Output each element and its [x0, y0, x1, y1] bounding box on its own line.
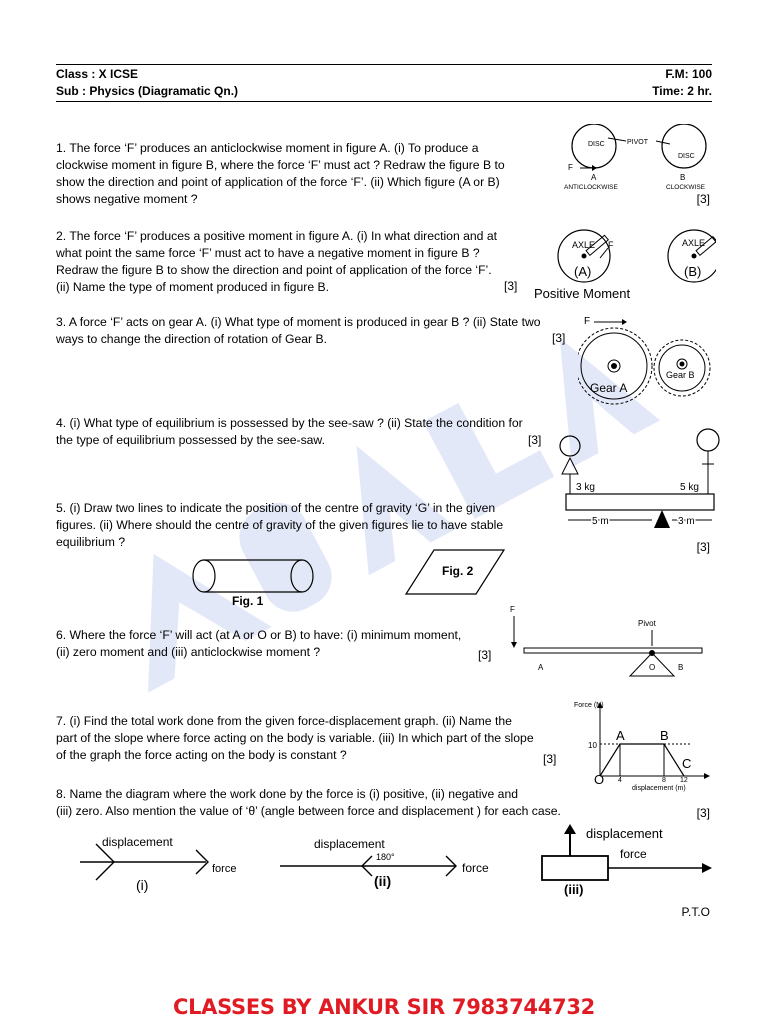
graph-x-tick: 8 [662, 777, 666, 784]
q6-point-b: B [678, 663, 684, 672]
q1-marks: [3] [696, 192, 710, 206]
header-bottom-rule [56, 101, 712, 102]
pto-label: P.T.O [681, 905, 710, 919]
diagram-ii-angle: 180° [376, 852, 395, 862]
q5-line: equilibrium ? [56, 535, 126, 549]
fig-2-label: Fig. 2 [442, 564, 474, 578]
time-label: Time: 2 hr. [652, 84, 712, 98]
diagram-i-force: force [212, 863, 237, 875]
q5-line: 5. (i) Draw two lines to indicate the position of the centre of gravity ‘G’ in the given [56, 501, 496, 515]
q3-line: ways to change the direction of rotation of Gear B. [56, 332, 327, 346]
gear-a-label: Gear A [590, 381, 628, 395]
question-5 [56, 500, 546, 551]
diagram-i-label: (i) [136, 877, 149, 893]
q8-line: (iii) zero. Also mention the value of ‘θ’ (angle between force and displacement ) for each case. [56, 804, 561, 818]
positive-moment-text: Positive Moment [534, 286, 631, 301]
q4-line: 4. (i) What type of equilibrium is possessed by the see-saw ? (ii) State the condition for [56, 416, 523, 430]
q6-lever-figure [506, 604, 706, 678]
q1-line: 1. The force ‘F’ produces an anticlockwise moment in figure A. (i) To produce a [56, 141, 479, 155]
q6-marks: [3] [478, 648, 492, 662]
graph-point-b: B [660, 728, 669, 743]
subject-label: Sub : Physics (Diagramatic Qn.) [56, 84, 239, 98]
q3-line: 3. A force ‘F’ acts on gear A. (i) What type of moment is produced in gear B ? (ii) State two [56, 315, 541, 329]
graph-point-o: O [594, 772, 605, 787]
q6-line: (ii) zero moment and (iii) anticlockwise moment ? [56, 645, 321, 659]
q4-seesaw-figure [556, 426, 720, 538]
axle-b-label: AXLE [682, 238, 706, 248]
diagram-ii-displacement: displacement [314, 837, 385, 851]
disc-b-label: DISC [678, 153, 695, 160]
q5-marks: [3] [696, 540, 710, 554]
q7-line: part of the slope where force acting on the body is variable. (iii) In which part of the slope [56, 731, 534, 745]
clockwise-label: CLOCKWISE [666, 184, 706, 191]
q2-line: (ii) Name the type of moment produced in figure B. [56, 280, 329, 294]
mass-1-label: 3 kg [576, 482, 595, 493]
q2-line: 2. The force ‘F’ produces a positive moment in figure A. (i) In what direction and at [56, 229, 497, 243]
q1-disc-figure [560, 124, 720, 192]
q4-line: the type of equilibrium possessed by the see-saw. [56, 433, 325, 447]
q1-line: shows negative moment ? [56, 192, 198, 206]
graph-x-tick: 4 [618, 777, 622, 784]
q6-pivot-label: Pivot [638, 619, 656, 628]
q2-line: what point the same force ‘F’ must act to have a negative moment in figure B ? [56, 246, 480, 260]
gear-b-label: Gear B [666, 370, 695, 380]
diagram-iii-label: (iii) [564, 882, 584, 897]
q3-marks: [3] [552, 331, 566, 345]
q3-force-label: F [584, 316, 591, 327]
work-diagram-iii [540, 822, 716, 900]
anticlockwise-label: ANTICLOCKWISE [564, 184, 618, 191]
distance-2-label: 3 m [678, 516, 695, 527]
axle-a-label: AXLE [572, 240, 596, 250]
question-3 [56, 314, 576, 348]
q1-line: clockwise moment in figure B, where the force ‘F’ must act ? Redraw the figure B to [56, 158, 505, 172]
q7-marks: [3] [543, 752, 557, 766]
pivot-label: PIVOT [627, 139, 649, 146]
q7-line: 7. (i) Find the total work done from the given force-displacement graph. (ii) Name the [56, 714, 512, 728]
graph-y-tick: 10 [588, 741, 597, 750]
diagram-i-displacement: displacement [102, 835, 173, 849]
graph-point-c: C [682, 756, 692, 771]
q6-force-label: F [510, 605, 515, 614]
class-label: Class : X ICSE [56, 67, 139, 81]
graph-point-a: A [616, 728, 625, 743]
diagram-iii-displacement: displacement [586, 826, 663, 841]
fig-a-label: A [591, 173, 597, 182]
distance-1-label: 5 m [592, 516, 609, 527]
q4-marks: [3] [528, 433, 542, 447]
q2-fig-b-label: (B) [684, 264, 702, 279]
question-4 [56, 415, 556, 449]
q1-force-label: F [568, 163, 573, 172]
q7-line: of the graph the force acting on the body is constant ? [56, 748, 347, 762]
q6-point-a: A [538, 663, 544, 672]
header-top-rule [56, 64, 712, 65]
q6-line: 6. Where the force ‘F’ will act (at A or O or B) to have: (i) minimum moment, [56, 628, 462, 642]
question-6 [56, 627, 516, 661]
work-diagram-ii [276, 834, 498, 892]
q8-line: 8. Name the diagram where the work done by the force is (i) positive, (ii) negative and [56, 787, 518, 801]
question-7 [56, 713, 562, 764]
diagram-ii-force: force [462, 861, 489, 875]
full-marks: F.M: 100 [665, 67, 712, 81]
diagram-iii-force: force [620, 847, 647, 861]
q1-line: show the direction and point of application of the force ‘F’. (ii) Which figure (A or B) [56, 175, 500, 189]
diagram-ii-label: (ii) [374, 873, 392, 889]
q3-gear-figure [578, 312, 718, 412]
cylinder-figure [190, 558, 320, 594]
q2-marks: [3] [504, 279, 518, 293]
force-displacement-graph [570, 698, 718, 792]
footer-banner: CLASSES BY ANKUR SIR 7983744732 [172, 995, 595, 1019]
q2-force-label: F [608, 240, 614, 250]
graph-ylabel: Force (N) [574, 702, 604, 709]
q2-line: Redraw the figure B to show the direction and point of application of the force ‘F’. [56, 263, 492, 277]
question-8 [56, 786, 676, 820]
work-diagram-i [74, 830, 244, 896]
q5-line: figures. (ii) Where should the centre of gravity of the given figures lie to have stable [56, 518, 504, 532]
fig-1-label: Fig. 1 [232, 594, 264, 608]
question-1 [56, 140, 552, 208]
q2-fig-a-label: (A) [574, 264, 592, 279]
q8-marks: [3] [696, 806, 710, 820]
graph-xlabel: displacement (m) [632, 785, 686, 792]
disc-a-label: DISC [588, 141, 605, 148]
graph-x-tick: 12 [680, 777, 688, 784]
mass-2-label: 5 kg [680, 482, 699, 493]
fig-b-label: B [680, 173, 686, 182]
q6-point-o: O [649, 663, 656, 672]
question-2 [56, 228, 536, 296]
